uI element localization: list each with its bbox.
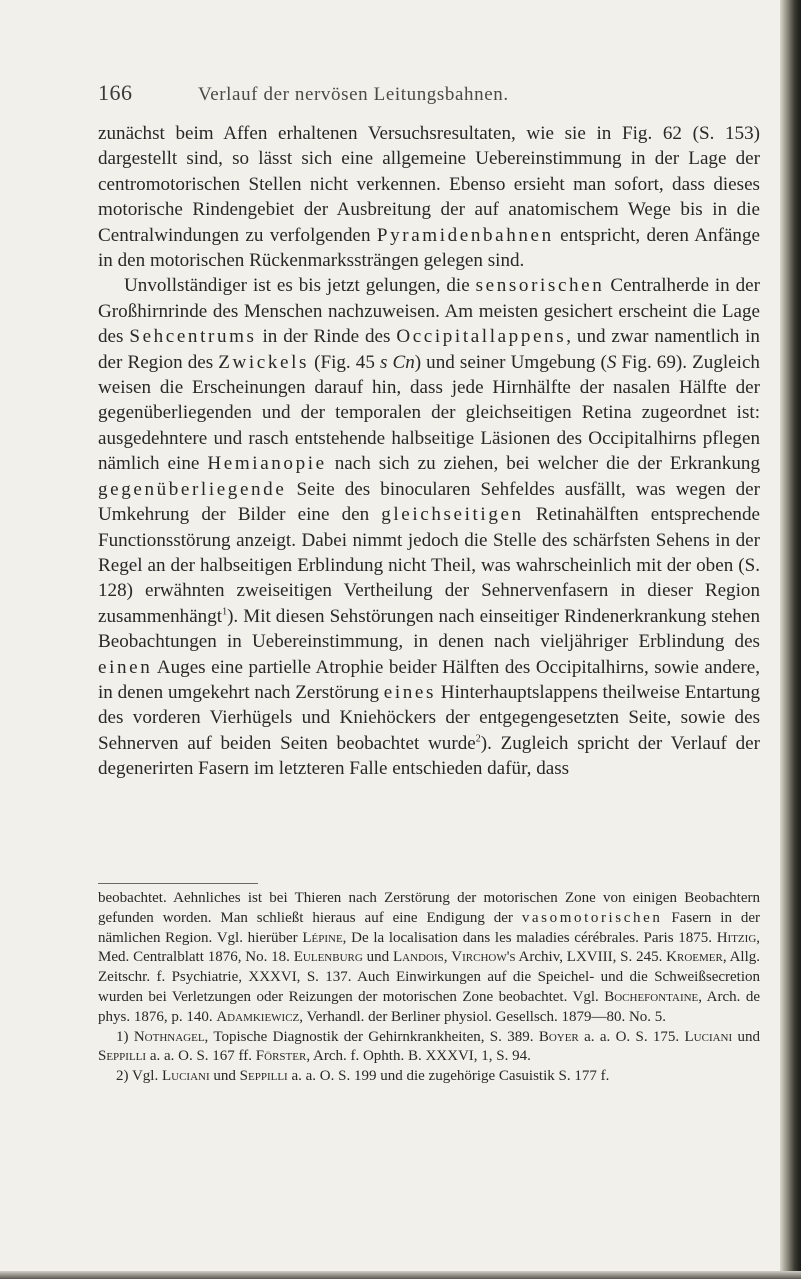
text-run: Unvollständiger ist es bis jetzt gelungen, die <box>124 275 476 297</box>
text-run: und <box>362 949 393 966</box>
footnote-continuation <box>98 889 760 1028</box>
text-run: a. a. O. S. 199 und die zugehörige Casuistik S. 177 f. <box>287 1068 610 1085</box>
text-run: , und zwar namentlich in der Region des <box>98 326 760 373</box>
paragraph-2 <box>98 273 760 781</box>
text-run: ). Zugleich spricht der Verlauf der degenerirten Fasern im letzteren Falle entschieden dafür, dass <box>98 732 760 780</box>
author-name: Nothnagel <box>133 1028 205 1045</box>
footnotes <box>98 889 760 1087</box>
text-run: und <box>732 1028 761 1045</box>
main-text <box>98 121 760 782</box>
text-run: s Cn <box>379 351 415 373</box>
spaced-emphasis: gleichseitigen <box>381 504 524 526</box>
text-run: , De la localisation dans les maladies cérébrales. Paris 1875. <box>342 929 717 946</box>
author-name: Adamkiewicz <box>216 1008 300 1025</box>
text-run: ). Mit diesen Sehstörungen nach einseitiger Rindenerkrankung stehen Beobachtungen in Uebereinstimmung, in denen nach vieljähriger Erblindung des <box>98 605 760 653</box>
author-name: Hitzig <box>716 929 757 946</box>
author-name: Boyer <box>538 1028 579 1045</box>
text-run: 1) <box>116 1028 134 1045</box>
text-run: Archiv, LXVIII, S. 245. <box>515 949 667 966</box>
text-run: , Arch. f. Ophth. B. XXXVI, 1, S. 94. <box>306 1048 531 1065</box>
text-run: , Arch. de phys. 1876, p. 140. <box>98 988 760 1025</box>
text-run: Seite des binocularen Sehfeldes ausfällt, was wegen der Umkehrung der Bilder eine den <box>98 478 760 526</box>
footnote-ref: 2 <box>475 733 481 745</box>
spaced-emphasis: einen <box>98 656 153 678</box>
text-run: , Topische Diagnostik der Gehirnkrankheiten, S. 389. <box>204 1028 539 1045</box>
text-run: (Fig. 45 <box>309 351 380 373</box>
text-run: Fig. 69). Zugleich weisen die Erscheinungen darauf hin, dass jede Hirnhälfte der nasalen Hälfte der gegenüberliegenden und der temporalen der gleichseitigen Retina zugeordnet ist: ausgedehntere und rasch entstehende halbseitige Läsionen des Occipitalhirns pflegen nämlich eine <box>98 351 760 475</box>
footnote-ref: 1 <box>222 606 228 618</box>
text-run: zunächst beim Affen erhaltenen Versuchsresultaten, wie sie in Fig. 62 (S. 153) dargestellt sind, so lässt sich eine allgemeine Uebereinstimmung in der Lage der centromotorischen Stellen nicht verkennen. Ebenso ersieht man sofort, dass dieses motorische Rindengebiet der Ausbreitung der auf anatomischem Wege bis in die Centralwindungen zu verfolgenden <box>98 123 760 246</box>
author-name: Bochefontaine <box>604 988 699 1005</box>
text-run: , <box>443 949 452 966</box>
author-name: Förster <box>255 1048 307 1065</box>
spaced-emphasis: Hemianopie <box>207 453 327 475</box>
text-run: S <box>606 351 617 373</box>
text-run: Hinterhauptslappens theilweise Entartung des vorderen Vierhügels und Kniehöckers der entgegengesetzten Seite, sowie des Sehnerven auf beiden Seiten beobachtet wurde <box>98 681 761 754</box>
text-run: und <box>209 1068 240 1085</box>
spaced-emphasis: Pyramidenbahnen <box>376 224 554 246</box>
spaced-emphasis: Occipitallappens <box>396 326 567 348</box>
page-number: 166 <box>98 80 133 105</box>
text-run: Fasern in der nämlichen Region. Vgl. hierüber <box>98 909 761 946</box>
text-run: beobachtet. Aehnliches ist bei Thieren nach Zerstörung der motorischen Zone von einigen Beobachtern gefunden worden. Man schließt hieraus auf eine Endigung der <box>98 890 760 926</box>
text-run: in der Rinde des <box>256 326 397 348</box>
spaced-emphasis: Zwickels <box>218 351 310 373</box>
author-name: Eulenburg <box>293 949 363 966</box>
running-head <box>98 80 758 110</box>
text-run: , Verhandl. der Berliner physiol. Gesellsch. 1879—80. No. 5. <box>299 1008 667 1025</box>
text-run: , Allg. Zeitschr. f. Psychiatrie, XXXVI, S. 137. Auch Einwirkungen auf die Speichel- und die Schweißsecretion wurden bei Verletzungen oder Reizungen der motorischen Zone beobachtet. Vgl. <box>98 949 761 1005</box>
author-name: Luciani <box>161 1068 210 1085</box>
author-name: Virchow's <box>451 949 516 966</box>
paragraph-1 <box>98 121 760 273</box>
text-run: Auges eine partielle Atrophie beider Hälften des Occipitalhirns, sowie andere, in denen umgekehrt nach Zerstörung <box>98 656 760 703</box>
author-name: Kroemer <box>666 949 723 966</box>
author-name: Seppilli <box>98 1048 147 1065</box>
spaced-emphasis: sensorischen <box>475 275 605 297</box>
author-name: Seppilli <box>239 1068 288 1085</box>
page-edge-shadow <box>780 0 801 1279</box>
text-run: Retinahälften entsprechende Functionsstörung anzeigt. Dabei nimmt jedoch die Stelle des schärfsten Sehens in der Regel an der halbseitigen Erblindung nicht Theil, was wahrscheinlich mit der oben (S. 128) erwähnten zweiseitigen Vertheilung der Sehnervenfasern in dieser Region zusammenhängt <box>98 504 760 627</box>
spaced-emphasis: eines <box>383 681 437 703</box>
author-name: Lépine <box>302 929 343 946</box>
footnote-2 <box>98 1067 760 1087</box>
page-bottom-shadow <box>0 1271 801 1279</box>
text-run: a. a. O. S. 175. <box>578 1028 685 1045</box>
text-run: a. a. O. S. 167 ff. <box>146 1048 256 1065</box>
spaced-emphasis: Sehcentrums <box>129 326 257 348</box>
author-name: Luciani <box>684 1028 733 1045</box>
text-run: , Med. Centralblatt 1876, No. 18. <box>98 929 761 966</box>
footnote-1 <box>98 1028 760 1068</box>
text-run: entspricht, deren Anfänge in den motorischen Rückenmarkssträngen gelegen sind. <box>98 224 760 272</box>
text-run: nach sich zu ziehen, bei welcher die der Erkrankung <box>326 453 760 475</box>
text-run: Centralherde in der Großhirnrinde des Menschen nachzuweisen. Am meisten gesichert erscheint die Lage des <box>98 275 761 348</box>
spaced-emphasis: vasomotorischen <box>521 909 663 926</box>
spaced-emphasis: gegenüberliegende <box>98 478 287 500</box>
footnote-separator <box>98 883 258 884</box>
text-run: 2) Vgl. <box>116 1068 162 1085</box>
author-name: Landois <box>392 949 444 966</box>
text-run: ) und seiner Umgebung ( <box>414 351 607 373</box>
running-title: Verlauf der nervösen Leitungsbahnen. <box>198 84 509 105</box>
